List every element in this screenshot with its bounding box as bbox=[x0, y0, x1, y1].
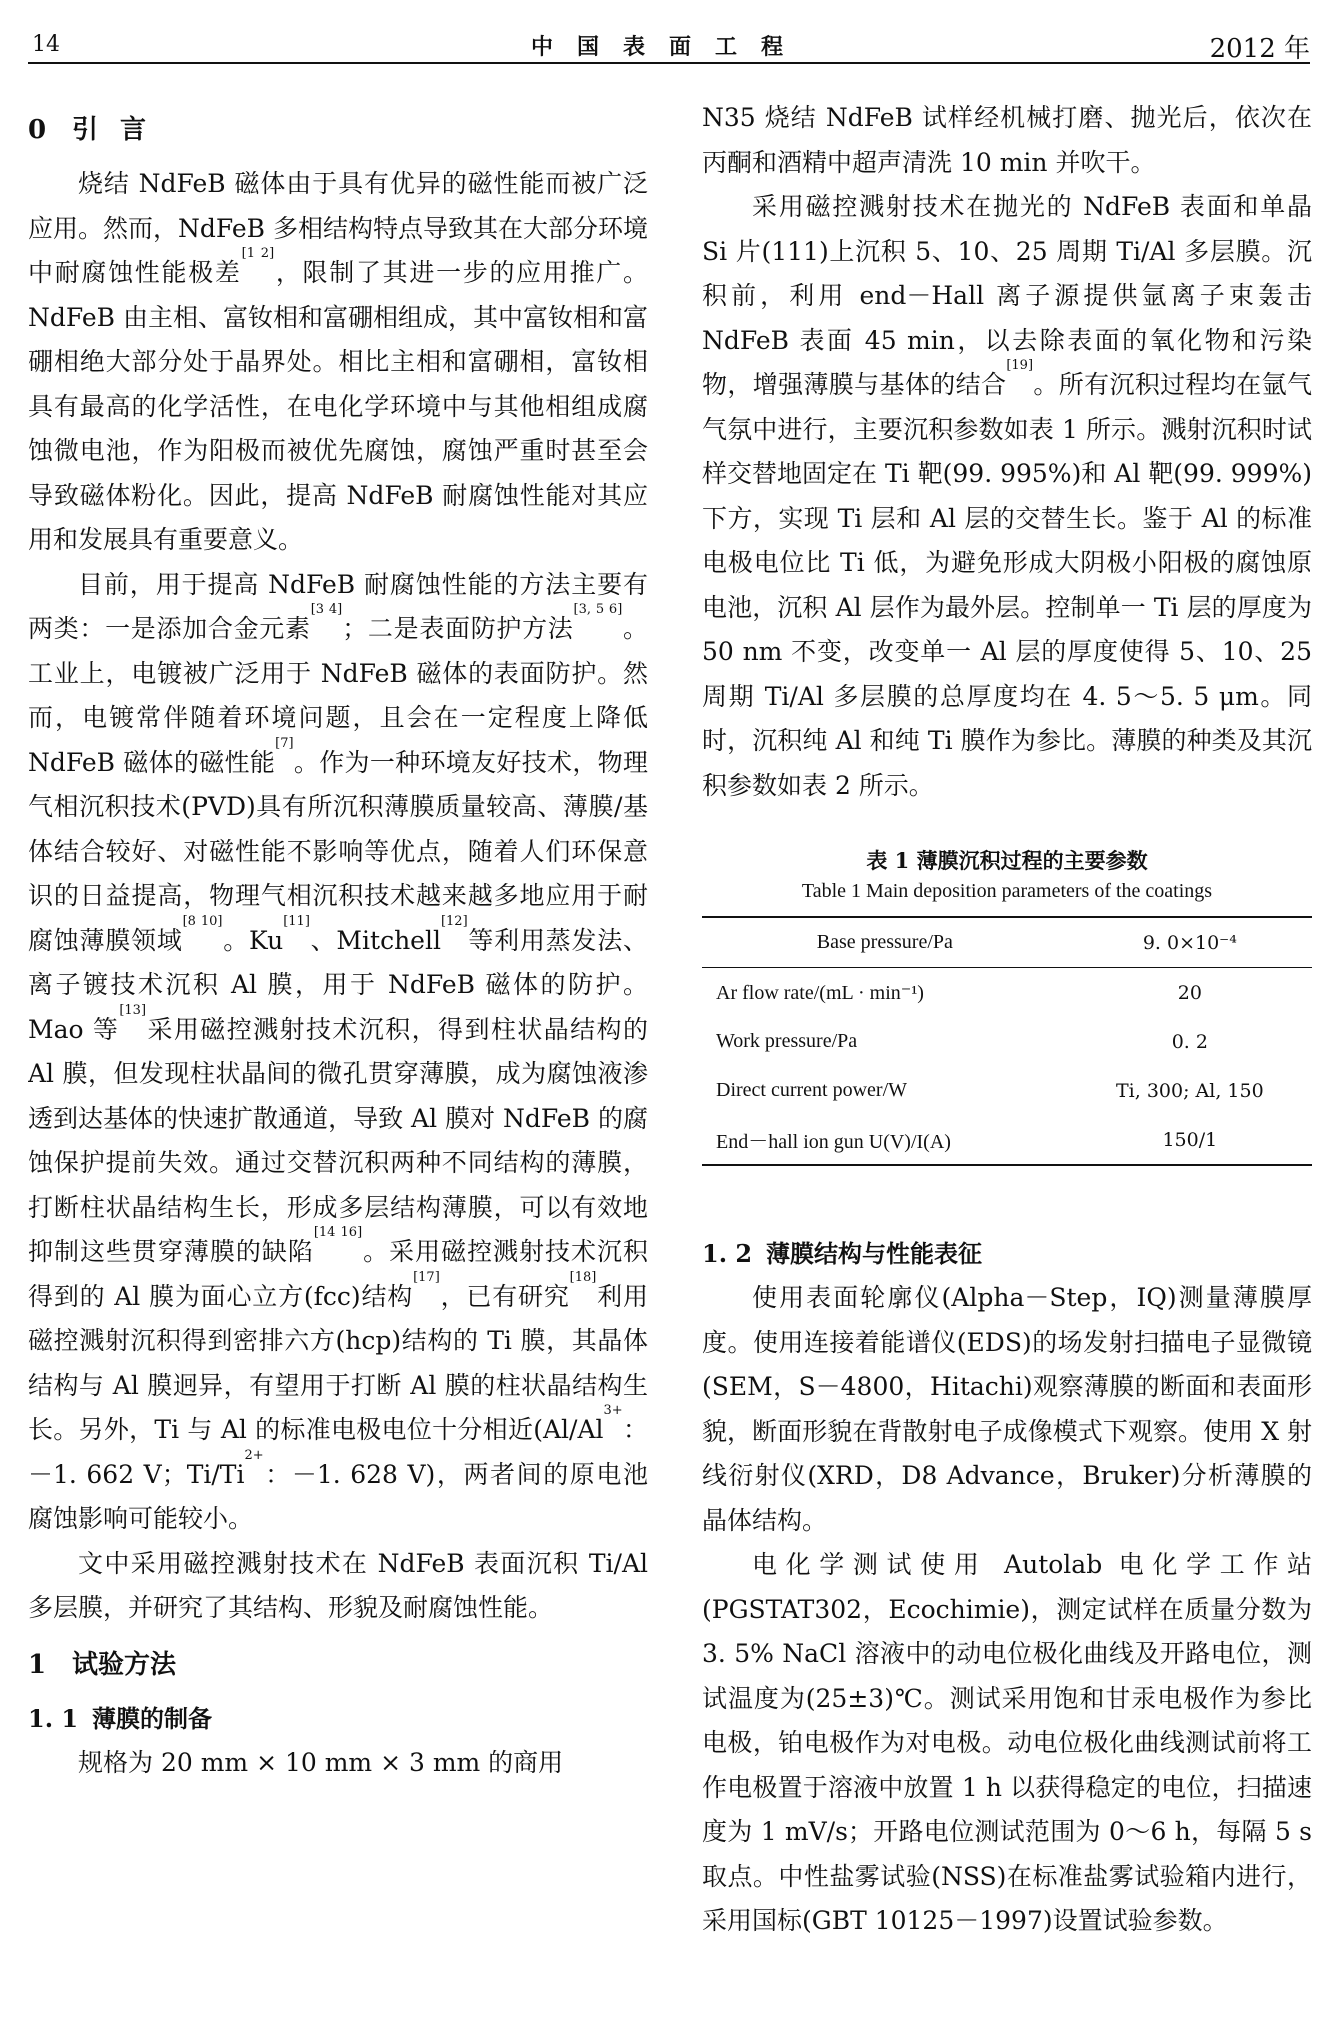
page-header bbox=[28, 18, 1310, 62]
table-row bbox=[702, 968, 1312, 1018]
intro-paragraph-2: 目前，用于提高 NdFeB 耐腐蚀性能的方法主要有两类：一是添加合金元素[3 4]；二是表面防护方法[3, 5 6]。工业上，电镀被广泛用于 NdFeB 磁体的表面防护。然而，电镀常伴随着环境问题，且会在一定程度上降低 NdFeB 磁体的磁性能[7]。作为一种环境友好技术，物理气相沉积技术(PVD)具有所沉积薄膜质量较高、薄膜/基体结合较好、对磁性能不影响等优点，随着人们环保意识的日益提高，物理气相沉积技术越来越多地应用于耐腐蚀薄膜领域[8 10]。Ku[11]、Mitchell[12]等利用蒸发法、离子镀技术沉积 Al 膜，用于 NdFeB 磁体的防护。Mao 等[13]采用磁控溅射技术沉积，得到柱状晶结构的 Al 膜，但发现柱状晶间的微孔贯穿薄膜，成为腐蚀液渗透到达基体的快速扩散通道，导致 Al 膜对 NdFeB 的腐蚀保护提前失效。通过交替沉积两种不同结构的薄膜，打断柱状晶结构生长，形成多层结构薄膜，可以有效地抑制这些贯穿薄膜的缺陷[14 16]。采用磁控溅射技术沉积得到的 Al 膜为面心立方(fcc)结构[17]，已有研究[18]利用磁控溅射沉积得到密排六方(hcp)结构的 Ti 膜，其晶体结构与 Al 膜迥异，有望用于打断 Al 膜的柱状晶结构生长。另外，Ti 与 Al 的标准电极电位十分相近($Al/Al^{3+}$：－1. 662 V；$Ti/Ti^{2+}$：－1. 628 V)，两者间的原电池腐蚀影响可能较小。 bbox=[28, 569, 648, 1533]
param-label: Ar flow rate/(mL · min⁻¹) bbox=[716, 982, 924, 1004]
subsection-title: 薄膜结构与性能表征 bbox=[766, 1239, 982, 1268]
section-heading-intro bbox=[28, 106, 648, 154]
param-value: Ti, 300; Al, 150 bbox=[1115, 1079, 1264, 1102]
table-row bbox=[702, 1115, 1312, 1165]
publication-year: 2012 年 bbox=[1209, 34, 1310, 64]
citation: [11] bbox=[283, 913, 310, 929]
citation: [7] bbox=[275, 735, 294, 751]
section-number: 1 bbox=[28, 1649, 47, 1680]
section-heading-methods bbox=[28, 1641, 648, 1689]
param-value: 150/1 bbox=[1068, 1115, 1312, 1165]
param-label: Base pressure/Pa bbox=[702, 917, 1068, 968]
right-column bbox=[702, 96, 1312, 2013]
table-1-title-en: Table 1 Main deposition parameters of the coatings bbox=[801, 880, 1213, 902]
intro-paragraph-3: 文中采用磁控溅射技术在 NdFeB 表面沉积 Ti/Al 多层膜，并研究了其结构、形貌及耐腐蚀性能。 bbox=[28, 1548, 648, 1622]
citation: [17] bbox=[413, 1269, 440, 1285]
spacer bbox=[702, 1166, 1312, 1224]
section-title: 试验方法 bbox=[72, 1649, 177, 1680]
citation: [1 2] bbox=[241, 246, 275, 261]
intro-paragraph-1: 烧结 NdFeB 磁体由于具有优异的磁性能而被广泛应用。然而，NdFeB 多相结构特点导致其在大部分环境中耐腐蚀性能极差[1 2]，限制了其进一步的应用推广。NdFeB 由主相、富钕相和富硼相组成，其中富钕相和富硼相绝大部分处于晶界处。相比主相和富硼相，富钕相具有最高的化学活性，在电化学环境中与其他相组成腐蚀微电池，作为阳极而被优先腐蚀，腐蚀严重时甚至会导致磁体粉化。因此，提高 NdFeB 耐腐蚀性能对其应用和发展具有重要意义。 bbox=[28, 169, 648, 554]
param-label: Direct current power/W bbox=[716, 1079, 908, 1101]
methods-paragraph-2: 采用磁控溅射技术在抛光的 NdFeB 表面和单晶 Si 片(111)上沉积 5、10、25 周期 Ti/Al 多层膜。沉积前，利用 end－Hall 离子源提供氩离子束轰击 NdFeB 表面 45 min，以去除表面的氧化物和污染物，增强薄膜与基体的结合[19]。所有沉积过程均在氩气气氛中进行，主要沉积参数如表 1 所示。溅射沉积时试样交替地固定在 Ti 靶(99. 995%)和 Al 靶(99. 999%)下方，实现 Ti 层和 Al 层的交替生长。鉴于 Al 的标准电极电位比 Ti 低，为避免形成大阴极小阳极的腐蚀原电池，沉积 Al 层作为最外层。控制单一 Ti 层的厚度为 50 nm 不变，改变单一 Al 层的厚度使得 5、10、25 周期 Ti/Al 多层膜的总厚度均在 4. 5～5. 5 μm。同时，沉积纯 Al 和纯 Ti 膜作为参比。薄膜的种类及其沉积参数如表 2 所示。 bbox=[702, 192, 1312, 800]
ion-charge: 3+ bbox=[603, 1403, 623, 1418]
param-value: 0. 2 bbox=[1171, 1030, 1208, 1053]
methods-paragraph-1-end: N35 烧结 NdFeB 试样经机械打磨、抛光后，依次在丙酮和酒精中超声清洗 10 min 并吹干。 bbox=[702, 103, 1312, 177]
citation: [19] bbox=[1006, 358, 1034, 373]
subsection-number: 1. 1 bbox=[28, 1703, 79, 1733]
citation: [12] bbox=[440, 913, 468, 929]
param-label: Work pressure/Pa bbox=[716, 1030, 858, 1052]
subsection-heading-1-1 bbox=[28, 1697, 648, 1741]
table-1-title: 表 1 薄膜沉积过程的主要参数 bbox=[866, 848, 1148, 873]
header-rule bbox=[28, 62, 1310, 64]
citation: [13] bbox=[119, 1002, 147, 1018]
left-column bbox=[28, 96, 648, 2013]
param-value: 20 bbox=[1177, 981, 1202, 1004]
param-value: 9. 0×10⁻⁴ bbox=[1068, 917, 1312, 968]
methods-paragraph-3: 使用表面轮廓仪(Alpha－Step，IQ)测量薄膜厚度。使用连接着能谱仪(EDS)的场发射扫描电子显微镜(SEM，S－4800，Hitachi)观察薄膜的断面和表面形貌，断面形貌在背散射电子成像模式下观察。使用 X 射线衍射仪(XRD，D8 Advance，Bruker)分析薄膜的晶体结构。 bbox=[702, 1283, 1312, 1535]
page-number: 14 bbox=[32, 32, 60, 57]
citation: [3 4] bbox=[310, 602, 343, 617]
methods-paragraph-1-start: 规格为 20 mm × 10 mm × 3 mm 的商用 bbox=[78, 1747, 564, 1777]
methods-paragraph-4: 电化学测试使用 Autolab 电化学工作站(PGSTAT302，Ecochimie)，测定试样在质量分数为 3. 5% NaCl 溶液中的动电位极化曲线及开路电位，测试温度为(25±3)℃。测试采用饱和甘汞电极作为参比电极，铂电极作为对电极。动电位极化曲线测试前将工作电极置于溶液中放置 1 h 以获得稳定的电位，扫描速度为 1 mV/s；开路电位测试范围为 0～6 h，每隔 5 s 取点。中性盐雾试验(NSS)在标准盐雾试验箱内进行，采用国标(GBT 10125－1997)设置试验参数。 bbox=[702, 1550, 1312, 1935]
citation: [14 16] bbox=[313, 1225, 363, 1240]
section-title: 引言 bbox=[72, 115, 169, 145]
table-row bbox=[702, 917, 1312, 968]
ion-charge: 2+ bbox=[244, 1447, 264, 1463]
citation: [3, 5 6] bbox=[573, 602, 623, 617]
citation: [8 10] bbox=[182, 913, 223, 929]
citation: [18] bbox=[569, 1269, 597, 1285]
param-label: End－hall ion gun U(V)/I(A) bbox=[702, 1115, 1068, 1165]
table-1 bbox=[702, 916, 1312, 1166]
section-number: 0 bbox=[28, 115, 47, 145]
table-row bbox=[702, 1017, 1312, 1066]
journal-name: 中国表面工程 bbox=[530, 34, 807, 60]
table-row bbox=[702, 1066, 1312, 1115]
subsection-number: 1. 2 bbox=[702, 1239, 753, 1268]
subsection-heading-1-2 bbox=[702, 1232, 1312, 1276]
subsection-title: 薄膜的制备 bbox=[92, 1703, 212, 1733]
